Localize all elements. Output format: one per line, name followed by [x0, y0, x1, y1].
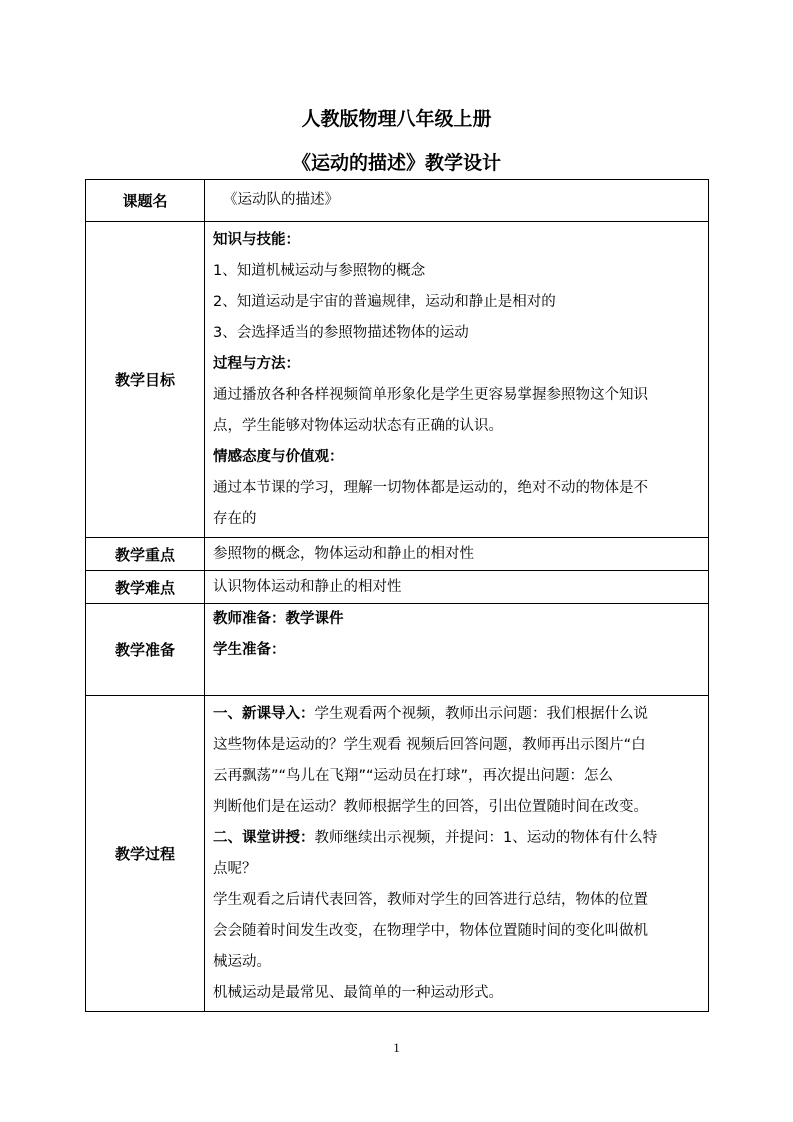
document-title: 人教版物理八年级上册	[301, 108, 492, 130]
page-number: 1	[393, 1040, 400, 1055]
table-row-difficulties	[86, 571, 709, 604]
process-line: 一、新课导入：学生观看两个视频，教师出示问题：我们根据什么说	[213, 705, 648, 722]
objectives-emotion-line-2: 存在的	[213, 510, 257, 527]
process-line: 判断他们是在运动？教师根据学生的回答，引出位置随时间在改变。	[213, 798, 648, 815]
difficulties-label: 教学难点	[86, 571, 205, 604]
table-row-key-points	[86, 538, 709, 571]
table-row-process	[86, 696, 709, 1012]
process-line: 二、课堂讲授：教师继续出示视频，并提问：1、运动的物体有什么特	[213, 829, 658, 846]
table-row-topic	[86, 180, 709, 222]
objectives-item-1: 1、知道机械运动与参照物的概念	[213, 262, 426, 279]
key-points-label: 教学重点	[86, 538, 205, 571]
objectives-heading-knowledge: 知识与技能：	[213, 231, 300, 248]
objectives-heading-emotion: 情感态度与价值观：	[213, 448, 344, 465]
process-line: 云再飘荡”“鸟儿在飞翔”“运动员在打球”，再次提出问题：怎么	[213, 767, 614, 784]
process-line: 械运动。	[213, 953, 271, 970]
difficulties-value: 认识物体运动和静止的相对性	[205, 571, 709, 604]
process-line: 机械运动是最常见、最简单的一种运动形式。	[213, 984, 503, 1001]
preparation-content	[205, 604, 709, 696]
objectives-item-3: 3、会选择适当的参照物描述物体的运动	[213, 324, 469, 341]
table-row-objectives	[86, 222, 709, 538]
key-points-value: 参照物的概念，物体运动和静止的相对性	[205, 538, 709, 571]
objectives-content	[205, 222, 709, 538]
process-line: 会会随着时间发生改变，在物理学中，物体位置随时间的变化叫做机	[213, 922, 648, 939]
preparation-teacher: 教师准备：教学课件	[213, 611, 344, 627]
objectives-heading-process: 过程与方法：	[213, 355, 300, 372]
process-label: 教学过程	[86, 696, 205, 1012]
lesson-plan-table	[85, 179, 709, 1012]
table-row-preparation	[86, 604, 709, 696]
process-content	[205, 696, 709, 1012]
topic-value: 《运动队的描述》	[205, 180, 709, 222]
preparation-student: 学生准备：	[213, 642, 286, 658]
process-line: 点呢？	[213, 860, 257, 877]
objectives-item-2: 2、知道运动是宇宙的普遍规律，运动和静止是相对的	[213, 293, 556, 310]
objectives-process-line-2: 点，学生能够对物体运动状态有正确的认识。	[213, 417, 503, 434]
process-line: 学生观看之后请代表回答，教师对学生的回答进行总结，物体的位置	[213, 891, 648, 908]
topic-label: 课题名	[86, 180, 205, 222]
objectives-process-line-1: 通过播放各种各样视频简单形象化是学生更容易掌握参照物这个知识	[213, 386, 648, 403]
document-subtitle: 《运动的描述》教学设计	[291, 152, 501, 174]
objectives-emotion-line-1: 通过本节课的学习，理解一切物体都是运动的，绝对不动的物体是不	[213, 479, 648, 496]
objectives-label: 教学目标	[86, 222, 205, 538]
process-line: 这些物体是运动的？学生观看 视频后回答问题，教师再出示图片“白	[213, 736, 646, 753]
preparation-label: 教学准备	[86, 604, 205, 696]
